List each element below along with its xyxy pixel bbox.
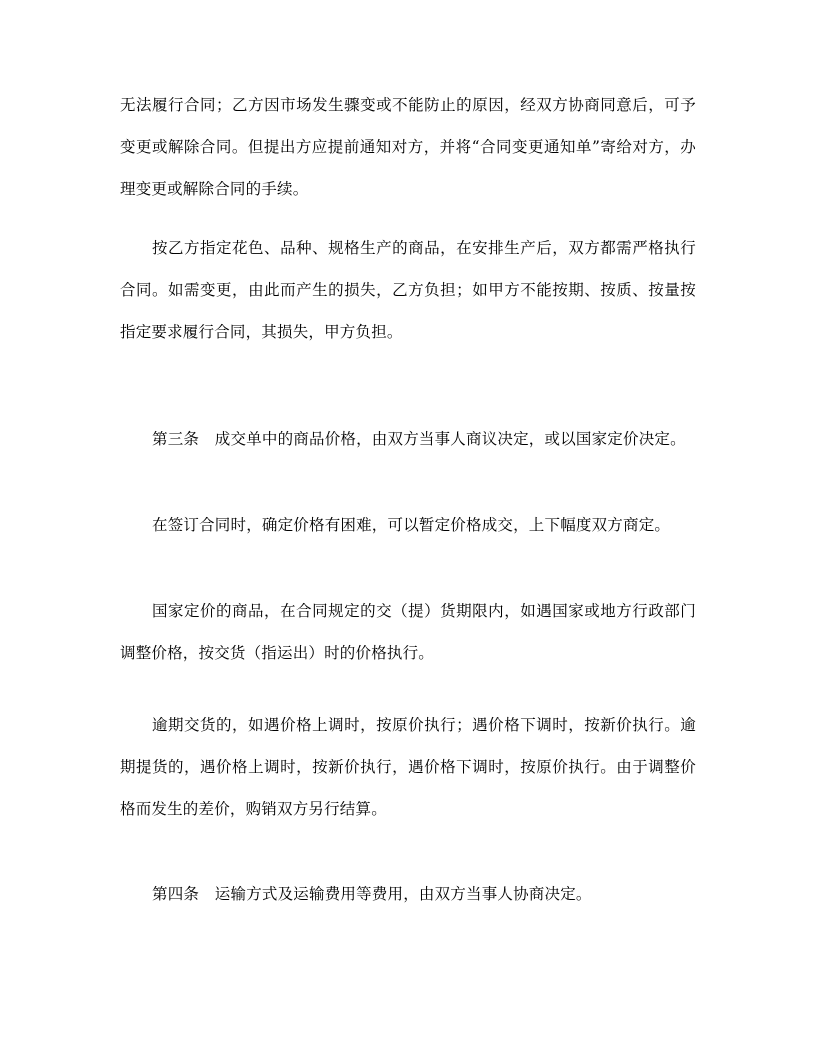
text-line: 无法履行合同；乙方因市场发生骤变或不能防止的原因，经双方协商同意后，可予 xyxy=(120,96,696,114)
text-line: 第三条 成交单中的商品价格，由双方当事人商议决定，或以国家定价决定。 xyxy=(152,430,686,448)
text-line: 逾期交货的，如遇价格上调时，按原价执行；遇价格下调时，按新价执行。逾 xyxy=(152,716,696,734)
paragraph-contract-change xyxy=(120,84,696,210)
text-line: 理变更或解除合同的手续。 xyxy=(120,180,309,198)
article-four xyxy=(120,873,696,915)
text-line: 调整价格，按交货（指运出）时的价格执行。 xyxy=(120,644,435,662)
paragraph-state-price xyxy=(120,590,696,674)
text-line: 第四条 运输方式及运输费用等费用，由双方当事人协商决定。 xyxy=(152,885,592,903)
text-line: 指定要求履行合同，其损失，甲方负担。 xyxy=(120,323,403,341)
text-line: 合同。如需变更，由此而产生的损失，乙方负担；如甲方不能按期、按质、按量按 xyxy=(120,281,696,299)
text-line: 国家定价的商品，在合同规定的交（提）货期限内，如遇国家或地方行政部门 xyxy=(152,602,696,620)
article-three xyxy=(120,418,696,460)
text-line: 在签订合同时，确定价格有困难，可以暂定价格成交，上下幅度双方商定。 xyxy=(152,516,671,534)
paragraph-specified-goods xyxy=(120,227,696,353)
paragraph-overdue-delivery xyxy=(120,704,696,830)
text-line: 按乙方指定花色、品种、规格生产的商品，在安排生产后，双方都需严格执行 xyxy=(152,239,696,257)
text-line: 变更或解除合同。但提出方应提前通知对方，并将“合同变更通知单”寄给对方，办 xyxy=(120,138,696,156)
paragraph-provisional-price xyxy=(120,504,696,546)
text-line: 格而发生的差价，购销双方另行结算。 xyxy=(120,800,387,818)
text-line: 期提货的，遇价格上调时，按新价执行，遇价格下调时，按原价执行。由于调整价 xyxy=(120,758,696,776)
